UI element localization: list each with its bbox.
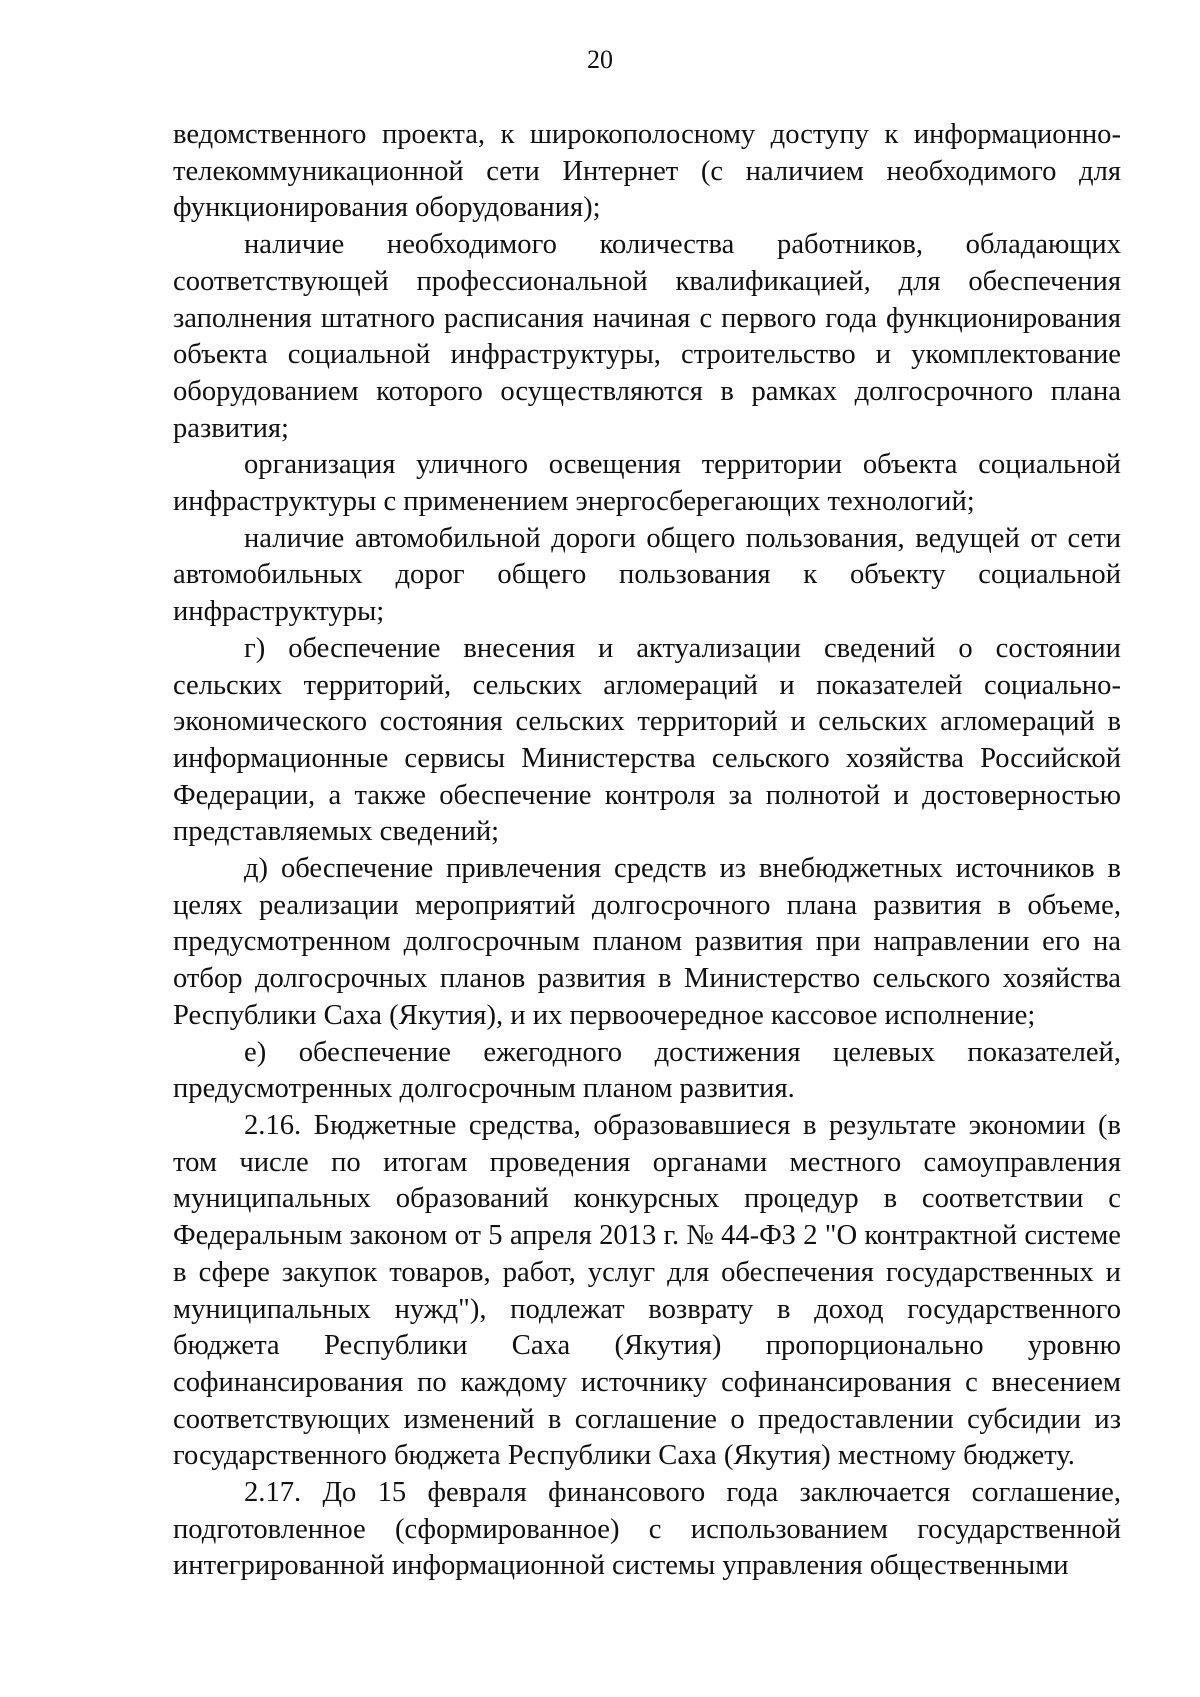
paragraph-item-d: д) обеспечение привлечения средств из внебюджетных источников в целях реализации мероприятий долгосрочного плана развития в объеме, предусмотренном долгосрочным планом развития при направлении его на отбор долгосрочных планов развития в Министерство сельского хозяйства Республики Саха (Якутия), и их первоочередное кассовое исполнение; (173, 853, 1121, 1031)
paragraph-item-e: е) обеспечение ежегодного достижения целевых показателей, предусмотренных долгосрочным планом развития. (173, 1036, 1121, 1105)
paragraph-item-g: г) обеспечение внесения и актуализации сведений о состоянии сельских территорий, сельских агломераций и показателей социально-экономического состояния сельских территорий и сельских агломераций в информационные сервисы Министерства сельского хозяйства Российской Федерации, а также обеспечение контроля за полнотой и достоверностью представляемых сведений; (173, 632, 1121, 848)
paragraph-2-17: 2.17. До 15 февраля финансового года заключается соглашение, подготовленное (сформированное) с использованием государственной интегрированной информационной системы управления общественными (173, 1477, 1121, 1582)
paragraph-street-lighting: организация уличного освещения территории объекта социальной инфраструктуры с применением энергосберегающих технологий; (173, 449, 1121, 518)
paragraph-broadband-access: ведомственного проекта, к широкополосному доступу к информационно-телекоммуникационной сети Интернет (с наличием необходимого для функционирования оборудования); (173, 119, 1121, 224)
document-body (173, 117, 1121, 1585)
paragraph-staffing: наличие необходимого количества работников, обладающих соответствующей профессиональной квалификацией, для обеспечения заполнения штатного расписания начиная с первого года функционирования объекта социальной инфраструктуры, строительство и укомплектование оборудованием которого осуществляются в рамках долгосрочного плана развития; (173, 229, 1121, 444)
paragraph-public-road: наличие автомобильной дороги общего пользования, ведущей от сети автомобильных дорог общего пользования к объекту социальной инфраструктуры; (173, 522, 1121, 628)
paragraph-2-16: 2.16. Бюджетные средства, образовавшиеся в результате экономии (в том числе по итогам проведения органами местного самоуправления муниципальных образований конкурсных процедур в соответствии с Федеральным законом от 5 апреля 2013 г. № 44-ФЗ 2 "О контрактной системе в сфере закупок товаров, работ, услуг для обеспечения государственных и муниципальных нужд"), подлежат возврату в доход государственного бюджета Республики Саха (Якутия) пропорционально уровню софинансирования по каждому источнику софинансирования с внесением соответствующих изменений в соглашение о предоставлении субсидии из государственного бюджета Республики Саха (Якутия) местному бюджету. (173, 1109, 1121, 1472)
page-number: 20 (587, 45, 613, 74)
